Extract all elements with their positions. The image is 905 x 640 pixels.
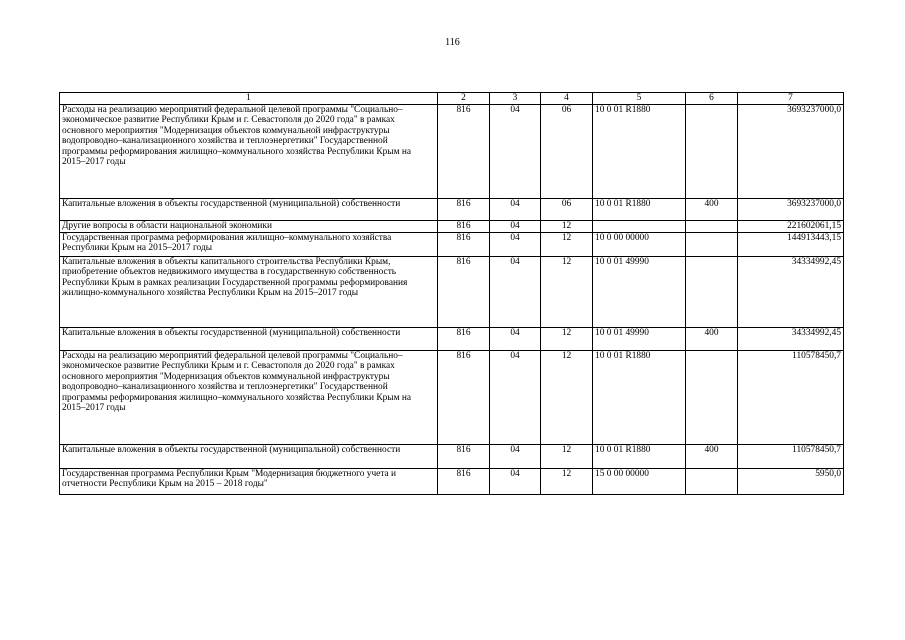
subsection-code: 12 (541, 221, 593, 233)
section-code: 04 (490, 105, 541, 199)
expense-type-code: 400 (686, 328, 738, 351)
expense-type-code (686, 233, 738, 257)
expense-name: Государственная программа Республики Крым "Модернизация бюджетного учета и отчетности Республики Крым на 2015 – 2018 годы" (60, 469, 438, 495)
target-article-code: 10 0 01 R1880 (593, 445, 686, 469)
table-row (60, 257, 844, 328)
amount: 34334992,45 (738, 257, 844, 328)
amount: 5950,0 (738, 469, 844, 495)
expense-name: Другие вопросы в области национальной экономики (60, 221, 438, 233)
subsection-code: 12 (541, 257, 593, 328)
amount: 221602061,15 (738, 221, 844, 233)
ministry-code: 816 (438, 351, 490, 445)
ministry-code: 816 (438, 233, 490, 257)
table-row (60, 233, 844, 257)
target-article-code: 10 0 01 R1880 (593, 105, 686, 199)
amount: 110578450,7 (738, 445, 844, 469)
ministry-code: 816 (438, 257, 490, 328)
page-number: 116 (445, 37, 460, 48)
subsection-code: 06 (541, 199, 593, 221)
expense-name: Капитальные вложения в объекты капитального строительства Республики Крым, приобретение объектов недвижимого имущества в государственную собственность Республики Крым в рамках реализации Государственной программы реформирования жилищно-коммунального хозяйства Республики Крым на 2015–2017 годы (60, 257, 438, 328)
section-code: 04 (490, 233, 541, 257)
header-row (60, 93, 844, 105)
target-article-code: 10 0 01 R1880 (593, 199, 686, 221)
section-code: 04 (490, 469, 541, 495)
target-article-code: 10 0 01 R1880 (593, 351, 686, 445)
table-row (60, 469, 844, 495)
amount: 34334992,45 (738, 328, 844, 351)
expense-name: Расходы на реализацию мероприятий федеральной целевой программы "Социально–экономическое развитие Республики Крым и г. Севастополя до 2020 года" в рамках основного мероприятия "Модернизация объектов коммунальной инфраструктуры водопроводно–канализационного хозяйства и теплоэнергетики" Государственной программы реформирования жилищно–коммунального хозяйства Республики Крым на 2015–2017 годы (60, 105, 438, 199)
column-header: 7 (738, 93, 844, 105)
ministry-code: 816 (438, 105, 490, 199)
ministry-code: 816 (438, 445, 490, 469)
target-article-code: 15 0 00 00000 (593, 469, 686, 495)
expense-type-code (686, 469, 738, 495)
amount: 3693237000,0 (738, 105, 844, 199)
table-row (60, 105, 844, 199)
table-row (60, 199, 844, 221)
ministry-code: 816 (438, 221, 490, 233)
expense-name: Расходы на реализацию мероприятий федеральной целевой программы "Социально–экономическое развитие Республики Крым и г. Севастополя до 2020 года" в рамках основного мероприятия "Модернизация объектов коммунальной инфраструктуры водопроводно–канализационного хозяйства и теплоэнергетики" Государственной программы реформирования жилищно–коммунального хозяйства Республики Крым на 2015–2017 годы (60, 351, 438, 445)
subsection-code: 12 (541, 445, 593, 469)
column-header: 6 (686, 93, 738, 105)
table-row (60, 445, 844, 469)
section-code: 04 (490, 221, 541, 233)
target-article-code: 10 0 01 49990 (593, 328, 686, 351)
expense-name: Капитальные вложения в объекты государственной (муниципальной) собственности (60, 328, 438, 351)
expense-name: Капитальные вложения в объекты государственной (муниципальной) собственности (60, 445, 438, 469)
table-row (60, 351, 844, 445)
expense-type-code (686, 257, 738, 328)
table-row (60, 221, 844, 233)
section-code: 04 (490, 257, 541, 328)
ministry-code: 816 (438, 469, 490, 495)
target-article-code (593, 221, 686, 233)
expense-type-code: 400 (686, 199, 738, 221)
subsection-code: 12 (541, 351, 593, 445)
column-header: 1 (60, 93, 438, 105)
table-row (60, 328, 844, 351)
ministry-code: 816 (438, 328, 490, 351)
target-article-code: 10 0 00 00000 (593, 233, 686, 257)
subsection-code: 06 (541, 105, 593, 199)
subsection-code: 12 (541, 233, 593, 257)
section-code: 04 (490, 199, 541, 221)
amount: 144913443,15 (738, 233, 844, 257)
expense-type-code: 400 (686, 445, 738, 469)
section-code: 04 (490, 328, 541, 351)
section-code: 04 (490, 351, 541, 445)
ministry-code: 816 (438, 199, 490, 221)
expense-type-code (686, 221, 738, 233)
section-code: 04 (490, 445, 541, 469)
expense-type-code (686, 351, 738, 445)
amount: 110578450,7 (738, 351, 844, 445)
column-header: 5 (593, 93, 686, 105)
subsection-code: 12 (541, 469, 593, 495)
amount: 3693237000,0 (738, 199, 844, 221)
expense-name: Государственная программа реформирования жилищно–коммунального хозяйства Республики Крым на 2015–2017 годы (60, 233, 438, 257)
column-header: 2 (438, 93, 490, 105)
column-header: 4 (541, 93, 593, 105)
expense-type-code (686, 105, 738, 199)
column-header: 3 (490, 93, 541, 105)
budget-table (59, 92, 844, 495)
expense-name: Капитальные вложения в объекты государственной (муниципальной) собственности (60, 199, 438, 221)
target-article-code: 10 0 01 49990 (593, 257, 686, 328)
subsection-code: 12 (541, 328, 593, 351)
